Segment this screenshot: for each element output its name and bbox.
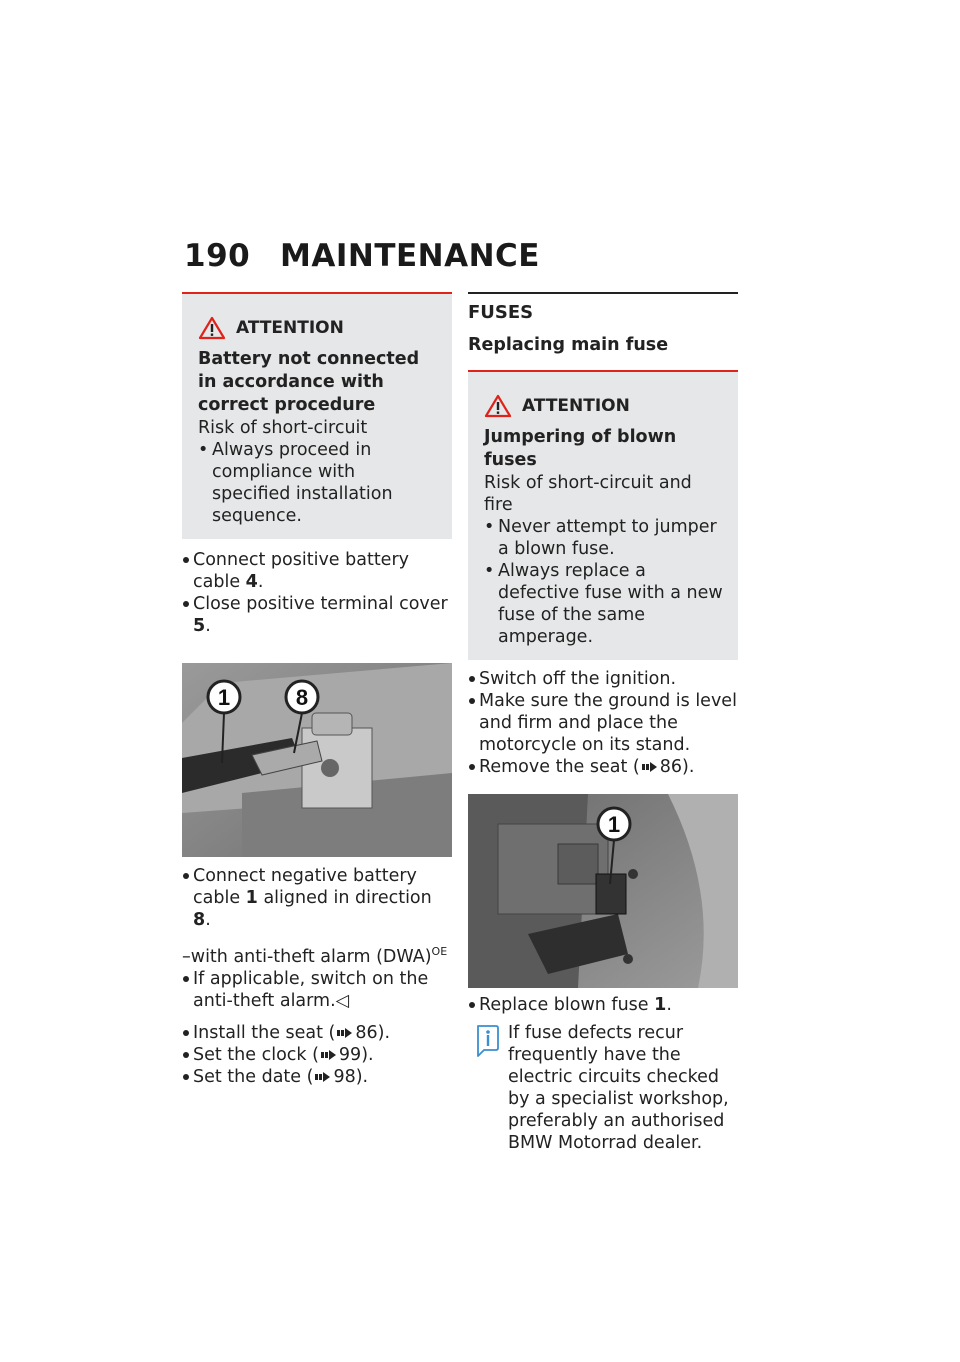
- attention-bullet: • Never attempt to jumper a blown fuse.: [484, 516, 724, 560]
- page-reference-arrow-icon: [315, 1071, 331, 1083]
- step-list-fuse: [468, 994, 738, 1016]
- attention-label: ATTENTION: [522, 396, 630, 416]
- step-list-alarm: [182, 968, 452, 1012]
- step-list-negative: [182, 865, 452, 931]
- list-item: Install the seat ( 86).: [182, 1022, 452, 1044]
- section-heading: MAINTENANCE: [280, 238, 540, 274]
- attention-label: ATTENTION: [236, 318, 344, 338]
- list-item: Replace blown fuse 1.: [468, 994, 738, 1016]
- attention-title: [484, 394, 724, 418]
- page-reference-arrow-icon: [321, 1049, 337, 1061]
- battery-terminal-photo: [182, 663, 452, 857]
- page-reference[interactable]: 86: [659, 757, 683, 777]
- note-text: If fuse defects recur frequently have the electric circuits checked by a specialist workshop, preferably an authorised BMW Motorrad dealer.: [508, 1023, 729, 1153]
- step-list-final: [182, 1022, 452, 1088]
- step-list-prep: [468, 668, 738, 778]
- list-item: Make sure the ground is level and firm and place the motorcycle on its stand.: [468, 690, 738, 756]
- dwa-condition: –with anti-theft alarm (DWA)$^{OE}$: [182, 945, 448, 967]
- list-item: Set the clock ( 99).: [182, 1044, 452, 1066]
- attention-bullet: • Always replace a defective fuse with a new fuse of the same amperage.: [484, 560, 724, 648]
- attention-risk: Risk of short-circuit: [198, 418, 368, 438]
- list-item: Set the date ( 98).: [182, 1066, 452, 1088]
- warning-icon: [484, 394, 512, 418]
- subsection-title: Replacing main fuse: [468, 335, 669, 355]
- left-column: [182, 292, 452, 1088]
- page-header: [184, 238, 540, 274]
- warning-icon: [198, 316, 226, 340]
- end-mark: ◁: [335, 990, 350, 1011]
- page-reference[interactable]: 98: [333, 1066, 356, 1087]
- page-number: 190: [184, 238, 251, 274]
- attention-title: [198, 316, 438, 340]
- page-reference-arrow-icon: [337, 1027, 353, 1039]
- list-item: If applicable, switch on the anti-theft alarm.◁: [182, 968, 452, 1012]
- info-icon: [474, 1024, 500, 1060]
- page-reference[interactable]: 86: [355, 1022, 378, 1043]
- page-reference[interactable]: 99: [338, 1044, 362, 1065]
- list-item: Remove the seat ( 86).: [468, 756, 738, 778]
- section-rule: [468, 292, 738, 356]
- attention-box-fuses: [468, 370, 738, 660]
- page-reference-arrow-icon: [642, 761, 658, 773]
- step-list-positive: [182, 549, 452, 637]
- section-title: FUSES: [468, 302, 534, 323]
- list-item: Switch off the ignition.: [468, 668, 738, 690]
- attention-heading: Battery not connected in accordance with correct procedure: [198, 349, 420, 415]
- attention-risk: Risk of short-circuit and fire: [484, 473, 692, 515]
- info-note: [468, 1022, 738, 1154]
- right-column: [468, 292, 738, 1154]
- attention-bullet: • Always proceed in compliance with specified installation sequence.: [198, 439, 438, 527]
- list-item: Connect positive battery cable 4.: [182, 549, 452, 593]
- attention-box-battery: [182, 292, 452, 539]
- callout-label: 8: [295, 685, 309, 710]
- fuse-location-photo: [468, 794, 738, 988]
- list-item: Connect negative battery cable 1 aligned in direction 8.: [182, 865, 452, 931]
- callout-label: 1: [217, 685, 231, 710]
- attention-heading: Jumpering of blown fuses: [484, 427, 677, 470]
- list-item: Close positive terminal cover 5.: [182, 593, 452, 637]
- callout-label: 1: [607, 812, 621, 837]
